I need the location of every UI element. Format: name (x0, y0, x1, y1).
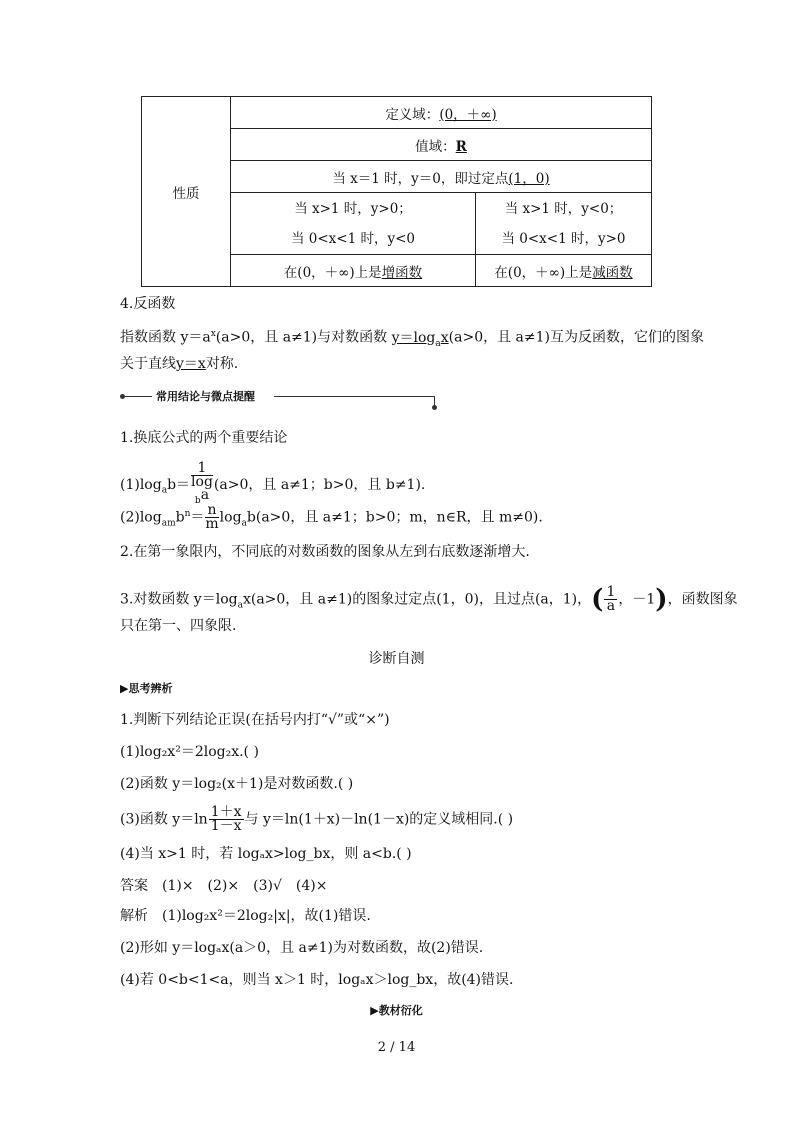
c1-2-den: m (205, 516, 219, 533)
c3-bracket-right: ) (655, 584, 668, 615)
range-label: 值域： (415, 138, 456, 155)
q3-text-b: 与 y＝ln(1＋x)－ln(1－x)的定义域相同.( ) (244, 811, 514, 828)
left-sign-line2: 当 0<x<1 时，y<0 (290, 230, 416, 247)
row-label: 性质 (172, 185, 200, 202)
quiz-explanation-4: (4)若 0<b<1<a，则当 x＞1 时，logₐx＞log_bx，故(4)错误. (120, 972, 514, 988)
conclusion-2: 2.在第一象限内，不同底的对数函数的图象从左到右底数逐渐增大. (120, 544, 530, 560)
c1-2-log: log (219, 509, 242, 526)
conclusion-1-1: $(1)\log_ab=$ 1 log $_b$a (a>0，且 a≠1；b>0，且 b≠1). (120, 460, 426, 506)
q3-text-a: (3)函数 y＝ln (120, 811, 208, 828)
left-sign-line1: 当 x>1 时，y>0； (294, 200, 412, 217)
right-sign-line2: 当 0<x<1 时，y>0 (501, 230, 626, 247)
c3-bracket-left: ( (591, 584, 604, 615)
inverse-line2-a: 关于直线 (120, 356, 176, 372)
fixed-point-text: 当 x＝1 时，y＝0，即过定点 (332, 170, 509, 187)
domain-label: 定义域： (385, 106, 440, 123)
inverse-line2-b: 对称. (205, 356, 239, 372)
right-mono-value: 减函数 (592, 264, 633, 281)
conclusion-1-heading: 1.换底公式的两个重要结论 (120, 430, 288, 446)
c1-2-fraction (205, 504, 218, 531)
c3-text-a: 3.对数函数 y＝log (120, 591, 238, 608)
domain-cell (231, 97, 652, 129)
q3-fraction (209, 806, 244, 833)
inverse-sup: x (210, 329, 216, 339)
quiz-heading: 1.判断下列结论正误(在括号内打“√”或“×”) (120, 712, 390, 728)
left-mono-value: 增函数 (381, 264, 423, 281)
right-mono-text: 在(0，＋∞)上是 (494, 264, 593, 281)
range-cell (231, 129, 652, 161)
quiz-item-3 (120, 806, 513, 833)
c1-2-prefix: (2)log (120, 509, 162, 526)
quiz-explanation-2: (2)形如 y＝logₐx(a＞0，且 a≠1)为对数函数，故(2)错误. (120, 940, 484, 956)
inverse-underline-b: x (440, 329, 449, 346)
c3-pair-rest: ，－1 (618, 591, 656, 608)
think-label: ▶思考辨析 (120, 682, 173, 695)
c1-2-tail: (a>0，且 a≠1；b>0；m，n∈R，且 m≠0). (255, 509, 543, 526)
section-rule-right (274, 396, 434, 397)
inverse-underline-sub: a (435, 338, 441, 349)
c1-1-fraction: 1 log $_b$a (191, 460, 213, 506)
inverse-text-b: (a>0，且 a≠1)与对数函数 (215, 329, 392, 346)
quiz-item-2: (2)函数 y＝log₂(x＋1)是对数函数.( ) (120, 776, 354, 792)
textbook-label: ▶教材衍化 (370, 1004, 423, 1017)
inverse-text-a: 指数函数 y＝a (120, 329, 211, 346)
q3-den: 1－x (210, 818, 242, 834)
c1-1-num: 1 (191, 462, 213, 476)
c3-den: a (606, 598, 616, 614)
c1-1-rest: (a>0，且 a≠1；b>0，且 b≠1). (213, 476, 426, 493)
quiz-item-1: (1)log₂x²＝2log₂x.( ) (120, 744, 259, 760)
conclusion-3: 3.对数函数 $y=\log_ax(a>0$，且 a≠1)的图象过定点(1，0)，且过点(a，1)，( $\frac{1}{a}$ ，－1)，函数图象 (120, 584, 738, 615)
section-rule-left (124, 396, 152, 397)
inverse-text-c: (a>0，且 a≠1)互为反函数，它们的图象 (448, 329, 704, 346)
q3-num: 1＋x (210, 804, 242, 820)
left-mono-cell (231, 255, 476, 287)
right-sign-cell (476, 193, 652, 255)
c1-2-num: n (205, 504, 218, 518)
page-number: 2 / 14 (377, 1040, 416, 1055)
range-value: R (455, 138, 467, 155)
conclusion-1-2: $(2)\log_{am}b^n=$ $\frac{n}{m}$ $\log_ab(a>0$，且 a≠1；b>0；m，n∈R，且 m≠0). (120, 502, 543, 533)
domain-value: (0，＋∞) (439, 106, 497, 123)
quiz-answer: 答案 (1)× (2)× (3)√ (4)× (120, 878, 328, 894)
right-sign-line1: 当 x>1 时，y<0； (504, 200, 623, 217)
c3-text-b: x(a>0，且 a≠1)的图象过定点(1，0)，且过点(a，1)， (242, 591, 592, 608)
conclusion-3-line2: 只在第一、四象限. (120, 618, 237, 634)
c3-num: 1 (606, 584, 616, 600)
row-label-cell (142, 97, 231, 287)
quiz-explanation-1: 解析 (1)log₂x²＝2log₂|x|，故(1)错误. (120, 908, 371, 924)
c3-text-c: ，函数图象 (667, 591, 738, 608)
section-title-diagnostic: 诊断自测 (368, 651, 425, 667)
left-sign-cell (231, 193, 476, 255)
inverse-heading: 4.反函数 (120, 296, 176, 312)
fixed-point-cell (231, 161, 652, 193)
section-title-conclusions: 常用结论与微点提醒 (156, 390, 255, 403)
c1-1-den: log (191, 474, 213, 490)
inverse-line2 (120, 354, 238, 374)
left-mono-text: 在(0，＋∞)上是 (283, 264, 382, 281)
properties-table (141, 96, 652, 287)
inverse-line1 (120, 324, 704, 353)
section-dot-right (432, 405, 437, 410)
c1-1-prefix: (1)log (120, 476, 162, 493)
fixed-point-value: (1，0) (508, 170, 550, 187)
inverse-line2-u: y＝x (176, 356, 206, 372)
quiz-item-4: (4)当 x>1 时，若 logₐx>log_bx，则 a<b.( ) (120, 846, 412, 862)
c3-fraction (604, 586, 617, 613)
inverse-underline-a: y＝log (391, 329, 436, 346)
right-mono-cell (476, 255, 652, 287)
